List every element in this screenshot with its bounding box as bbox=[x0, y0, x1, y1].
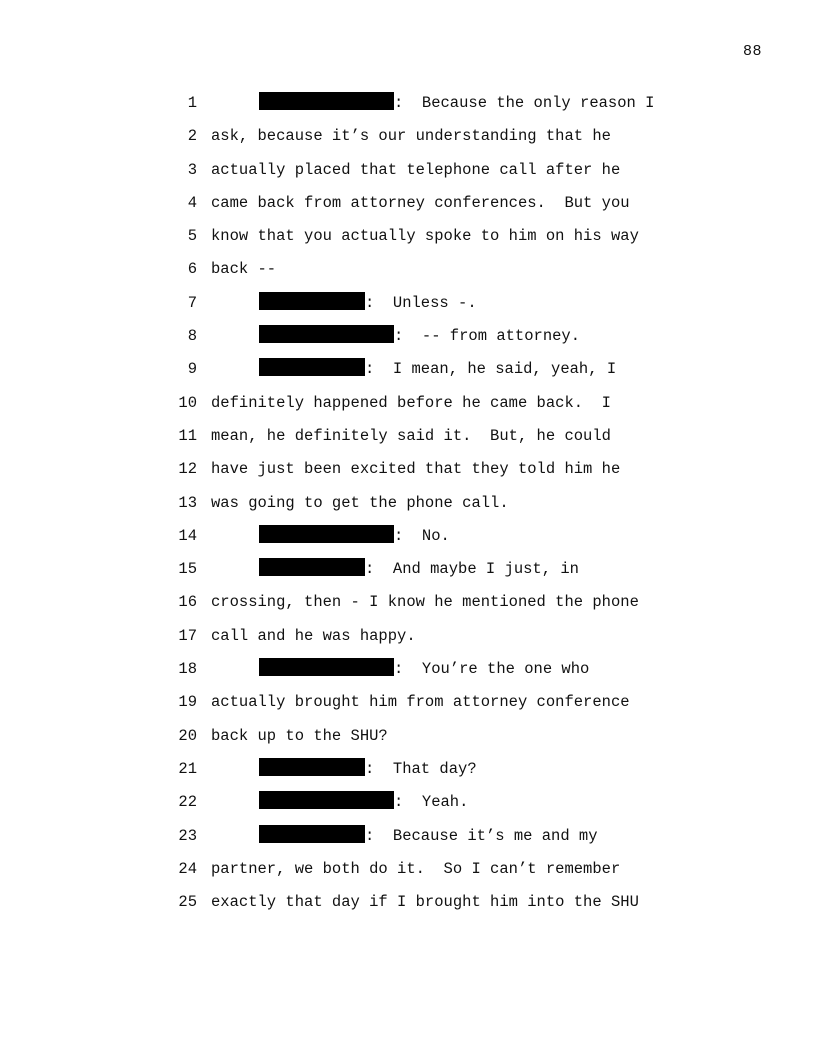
transcript-line bbox=[0, 387, 816, 420]
transcript-line bbox=[0, 786, 816, 819]
spoken-text: : No. bbox=[394, 526, 450, 545]
transcript-line bbox=[0, 553, 816, 586]
spoken-text: ask, because it’s our understanding that he bbox=[211, 127, 611, 146]
redacted-speaker-name bbox=[259, 325, 394, 343]
line-text bbox=[259, 320, 580, 353]
line-number: 17 bbox=[178, 626, 197, 645]
line-number: 21 bbox=[178, 759, 197, 778]
spoken-text: : You’re the one who bbox=[394, 660, 590, 679]
line-text bbox=[211, 853, 620, 886]
redacted-speaker-name bbox=[259, 292, 365, 310]
page-number: 88 bbox=[742, 43, 762, 60]
transcript-line bbox=[0, 154, 816, 187]
spoken-text: : Yeah. bbox=[394, 793, 469, 812]
line-text bbox=[211, 487, 509, 520]
line-number: 22 bbox=[178, 793, 197, 812]
redacted-speaker-name bbox=[259, 558, 365, 576]
line-text bbox=[211, 720, 388, 753]
line-number: 23 bbox=[178, 826, 197, 845]
line-number: 15 bbox=[178, 560, 197, 579]
line-text bbox=[259, 553, 579, 586]
spoken-text: was going to get the phone call. bbox=[211, 493, 509, 512]
line-number: 7 bbox=[187, 293, 197, 312]
line-text bbox=[259, 353, 616, 386]
line-text bbox=[259, 287, 477, 320]
redacted-speaker-name bbox=[259, 791, 394, 809]
redacted-speaker-name bbox=[259, 758, 365, 776]
transcript-line bbox=[0, 586, 816, 619]
line-text bbox=[211, 387, 611, 420]
line-number: 25 bbox=[178, 893, 197, 912]
line-text bbox=[211, 453, 620, 486]
redacted-speaker-name bbox=[259, 92, 394, 110]
spoken-text: know that you actually spoke to him on his way bbox=[211, 227, 639, 246]
transcript-body bbox=[0, 87, 816, 919]
line-text bbox=[211, 253, 276, 286]
transcript-line bbox=[0, 87, 816, 120]
transcript-line bbox=[0, 320, 816, 353]
transcript-line bbox=[0, 820, 816, 853]
spoken-text: call and he was happy. bbox=[211, 626, 416, 645]
line-text bbox=[211, 586, 639, 619]
transcript-line bbox=[0, 686, 816, 719]
line-number: 8 bbox=[187, 327, 197, 346]
line-text bbox=[259, 653, 589, 686]
spoken-text: definitely happened before he came back. I bbox=[211, 393, 611, 412]
line-number: 6 bbox=[187, 260, 197, 279]
transcript-line bbox=[0, 287, 816, 320]
redacted-speaker-name bbox=[259, 658, 394, 676]
spoken-text: actually placed that telephone call after he bbox=[211, 160, 621, 179]
spoken-text: mean, he definitely said it. But, he could bbox=[211, 426, 611, 445]
transcript-line bbox=[0, 487, 816, 520]
line-number: 14 bbox=[178, 526, 197, 545]
line-text bbox=[211, 187, 630, 220]
line-text bbox=[259, 820, 598, 853]
line-text bbox=[259, 87, 654, 120]
line-number: 16 bbox=[178, 593, 197, 612]
redacted-speaker-name bbox=[259, 525, 394, 543]
transcript-line bbox=[0, 520, 816, 553]
line-text bbox=[211, 620, 416, 653]
line-text bbox=[211, 686, 630, 719]
line-text bbox=[211, 420, 611, 453]
transcript-line bbox=[0, 720, 816, 753]
line-number: 20 bbox=[178, 726, 197, 745]
spoken-text: back -- bbox=[211, 260, 277, 279]
line-number: 13 bbox=[178, 493, 197, 512]
spoken-text: came back from attorney conferences. But you bbox=[211, 193, 630, 212]
spoken-text: exactly that day if I brought him into the SHU bbox=[211, 893, 639, 912]
spoken-text: : -- from attorney. bbox=[394, 327, 581, 346]
spoken-text: : Because the only reason I bbox=[394, 94, 655, 112]
transcript-line bbox=[0, 886, 816, 919]
transcript-line bbox=[0, 653, 816, 686]
line-number: 2 bbox=[187, 127, 197, 146]
spoken-text: actually brought him from attorney conference bbox=[211, 693, 630, 712]
line-text bbox=[211, 120, 611, 153]
transcript-line bbox=[0, 220, 816, 253]
spoken-text: : Unless -. bbox=[365, 293, 477, 312]
transcript-line bbox=[0, 753, 816, 786]
line-number: 18 bbox=[178, 660, 197, 679]
line-text bbox=[259, 753, 477, 786]
line-number: 9 bbox=[187, 360, 197, 379]
line-text bbox=[211, 154, 620, 187]
line-number: 4 bbox=[187, 193, 197, 212]
spoken-text: : I mean, he said, yeah, I bbox=[365, 360, 617, 379]
line-text bbox=[259, 786, 468, 819]
spoken-text: have just been excited that they told him he bbox=[211, 460, 621, 479]
line-text bbox=[211, 886, 639, 919]
line-number: 19 bbox=[178, 693, 197, 712]
line-text bbox=[211, 220, 639, 253]
transcript-line bbox=[0, 187, 816, 220]
spoken-text: : Because it’s me and my bbox=[365, 826, 598, 845]
transcript-line bbox=[0, 253, 816, 286]
transcript-line bbox=[0, 620, 816, 653]
spoken-text: partner, we both do it. So I can’t remember bbox=[211, 859, 621, 878]
line-number: 3 bbox=[187, 160, 197, 179]
line-number: 10 bbox=[178, 393, 197, 412]
spoken-text: : That day? bbox=[365, 759, 477, 778]
line-text bbox=[259, 520, 450, 553]
line-number: 24 bbox=[178, 859, 197, 878]
transcript-line bbox=[0, 120, 816, 153]
transcript-line bbox=[0, 420, 816, 453]
line-number: 1 bbox=[187, 94, 197, 112]
spoken-text: : And maybe I just, in bbox=[365, 560, 579, 579]
transcript-line bbox=[0, 353, 816, 386]
spoken-text: crossing, then - I know he mentioned the phone bbox=[211, 593, 639, 612]
line-number: 5 bbox=[187, 227, 197, 246]
spoken-text: back up to the SHU? bbox=[211, 726, 388, 745]
redacted-speaker-name bbox=[259, 825, 365, 843]
line-number: 12 bbox=[178, 460, 197, 479]
transcript-line bbox=[0, 853, 816, 886]
line-number: 11 bbox=[178, 426, 197, 445]
transcript-line bbox=[0, 453, 816, 486]
redacted-speaker-name bbox=[259, 358, 365, 376]
